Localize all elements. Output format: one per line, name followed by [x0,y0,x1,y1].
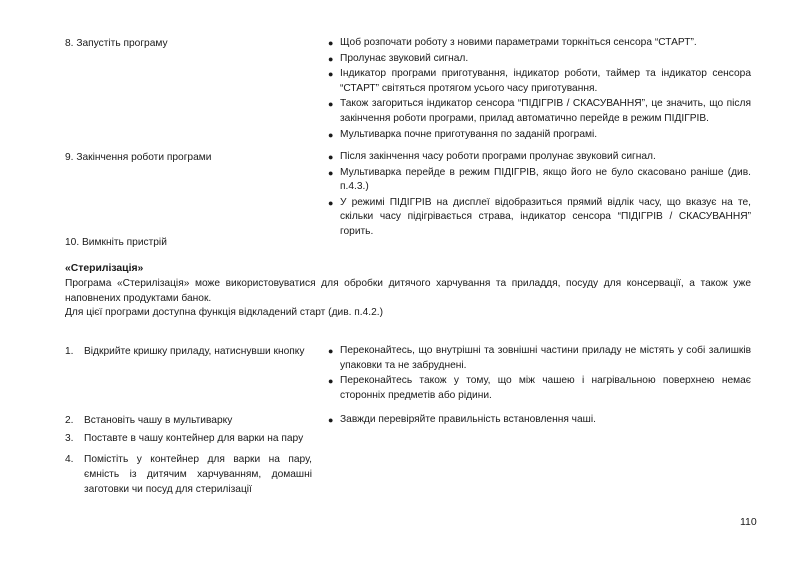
page-number: 110 [740,516,757,528]
bullet-text: Індикатор програми приготування, індикатор роботи, таймер та індикатор сенсора “СТАРТ” світяться протягом усього часу приготування. [340,68,751,94]
bullet-text: Також загориться індикатор сенсора “ПІДІГРІВ / СКАСУВАННЯ”, це значить, що після закінчення роботи програми, прилад автоматично перейде в режим ПІДІГРІВ. [340,98,751,124]
steri-step-2-bullets [328,413,751,429]
bullet-icon: ● [328,167,334,178]
bullet-text: Пролунає звуковий сигнал. [340,52,469,64]
delay-start-note: Для цієї програми доступна функція відкладений старт (див. п.4.2.) [65,307,384,318]
bullet-text: Щоб розпочати роботу з новими параметрами торкніться сенсора “СТАРТ”. [340,37,697,48]
bullet-icon: ● [328,129,334,140]
steri-step-3-number: 3. [65,433,74,444]
step-9-label: 9. Закінчення роботи програми [65,152,212,163]
steri-step-2-label: Встановіть чашу в мультиварку [84,415,233,426]
step-8-label: 8. Запустіть програму [65,38,168,49]
bullet-icon: ● [328,346,334,356]
steri-step-1-label: Відкрийте кришку приладу, натиснувши кнопку [84,346,305,357]
bullet-icon: ● [328,376,334,387]
steri-step-1-bullets [328,344,751,404]
bullet-icon: ● [328,69,334,80]
list-item [328,150,751,165]
list-item [328,67,751,96]
bullet-icon: ● [328,152,334,162]
steri-step-3-label: Поставте в чашу контейнер для варки на пару [84,433,304,444]
step-8-bullets [328,36,751,143]
list-item [328,52,751,67]
list-item [328,374,751,403]
section-title: «Стерилізація» [65,263,144,274]
bullet-icon: ● [328,197,334,208]
list-item [328,36,751,51]
bullet-text: Мультиварка почне приготування по заданій програмі. [340,128,598,140]
steri-step-4-number: 4. [65,454,74,465]
bullet-icon: ● [328,53,334,64]
steri-step-2-number: 2. [65,415,74,426]
list-item [328,97,751,126]
bullet-icon: ● [328,38,334,48]
steri-step-4-label: Помістіть у контейнер для варки на пару, ємність із дитячим харчуванням, домашні заготовки чи посуд для стерилізації [84,454,312,495]
list-item [328,344,751,373]
list-item [328,196,751,240]
bullet-text: Після закінчення часу роботи програми пролунає звуковий сигнал. [340,151,656,162]
list-item [328,166,751,195]
steri-step-1-number: 1. [65,346,74,357]
bullet-text: Завжди перевіряйте правильність встановлення чаші. [340,414,596,425]
list-item [328,128,751,143]
section-intro: Програма «Стерилізація» може використовуватися для обробки дитячого харчування та приладдя, посуду для консервації, а також уже наповнених продуктами банок. [65,278,751,304]
bullet-text: Мультиварка перейде в режим ПІДІГРІВ, якщо його не було скасовано раніше (див. п.4.3.) [340,166,751,193]
bullet-icon: ● [328,99,334,110]
step-10-label: 10. Вимкніть пристрій [65,237,167,248]
list-item [328,413,751,428]
bullet-text: У режимі ПІДІГРІВ на дисплеї відобразиться прямий відлік часу, що вказує на те, скільки часу підігрівається страва, індикатор сенсора “ПІДІГРІВ / СКАСУВАННЯ” горить. [340,196,751,237]
bullet-text: Переконайтесь, що внутрішні та зовнішні частини приладу не містять у собі залишків упаковки та не забруднені. [340,345,751,371]
step-9-bullets [328,150,751,241]
bullet-text: Переконайтесь також у тому, що між чашею і нагрівальною поверхнею немає сторонніх предметів або рідини. [340,375,751,401]
bullet-icon: ● [328,415,334,425]
